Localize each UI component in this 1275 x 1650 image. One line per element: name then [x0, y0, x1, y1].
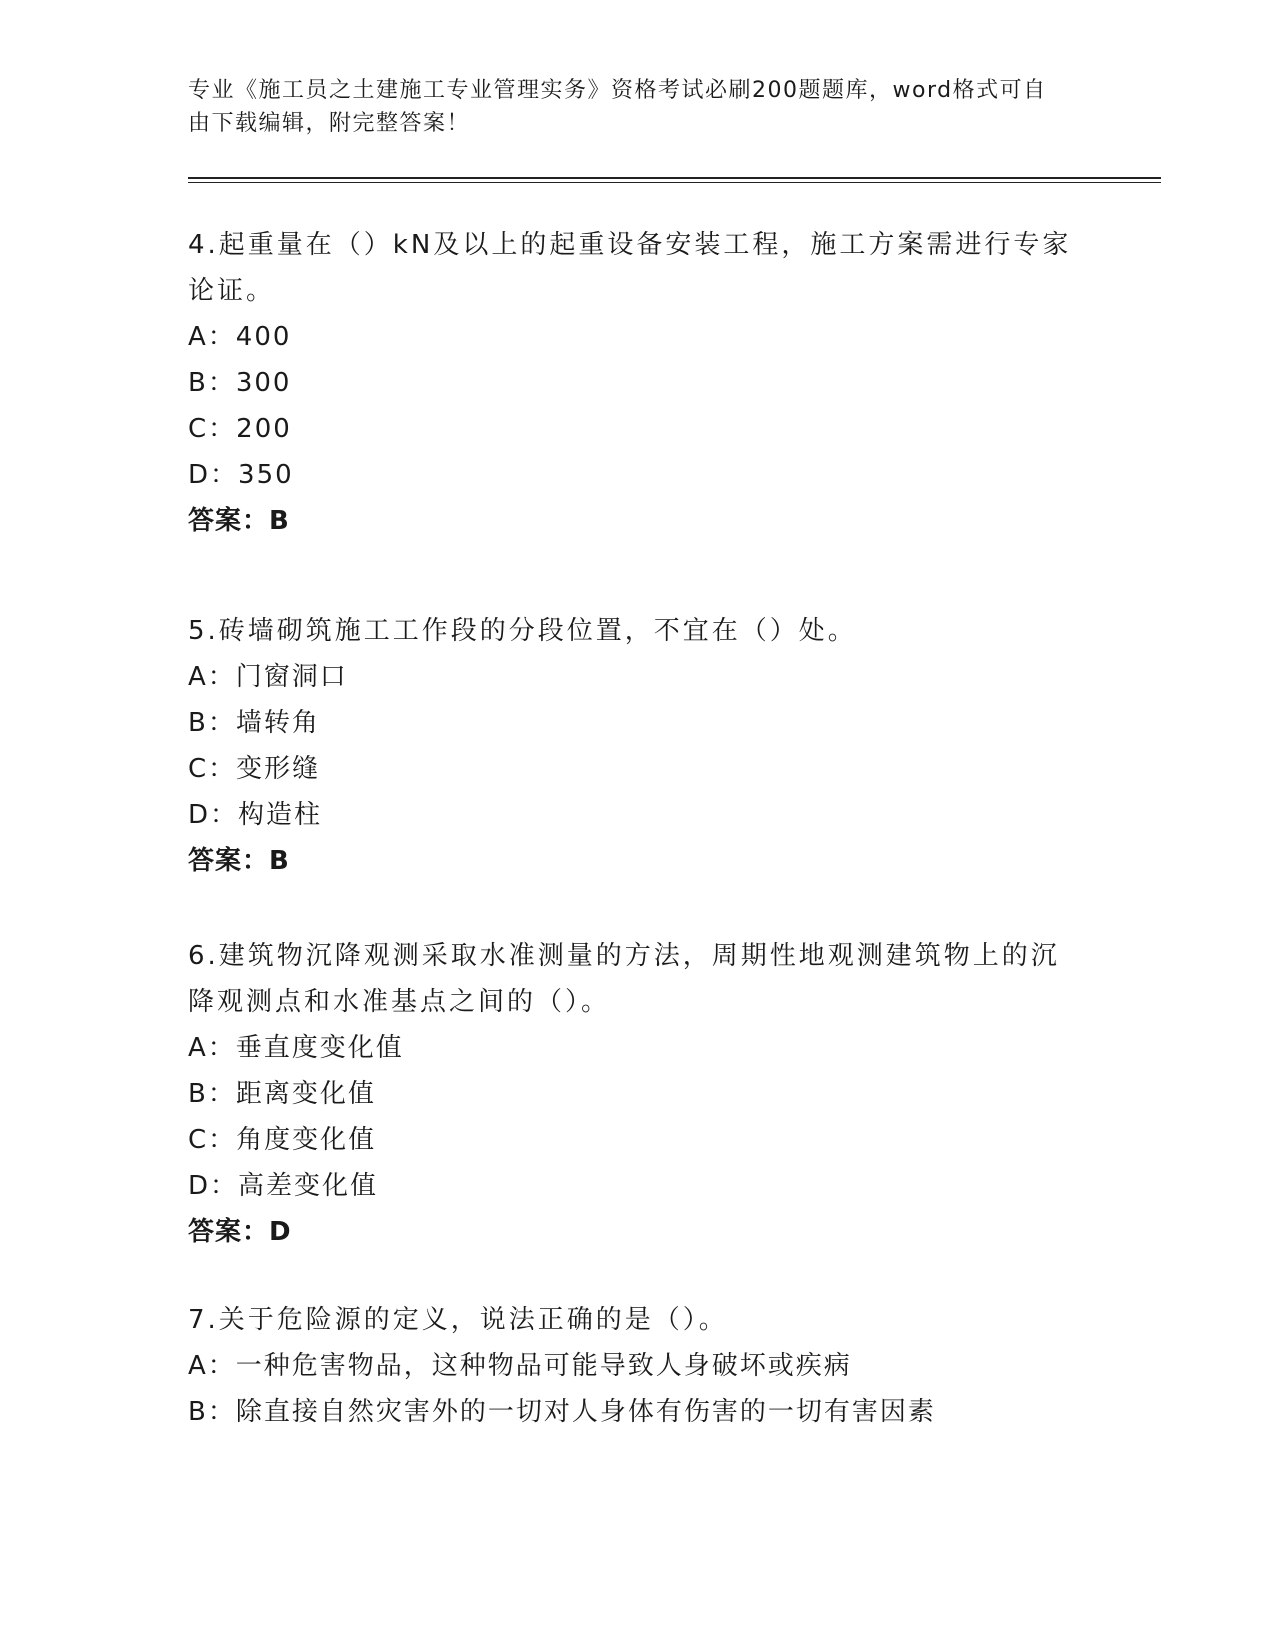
question-stem: 5.砖墙砌筑施工工作段的分段位置，不宜在（）处。 [188, 616, 857, 646]
option-b: B：距离变化值 [188, 1079, 376, 1109]
option-a: A：一种危害物品，这种物品可能导致人身破坏或疾病 [188, 1351, 852, 1381]
option-a: A：400 [188, 322, 292, 352]
option-c: C：变形缝 [188, 754, 321, 784]
option-b: B：墙转角 [188, 708, 320, 738]
question-5 [188, 608, 1088, 884]
option-d: D：构造柱 [188, 800, 323, 830]
answer: 答案：B [188, 506, 290, 536]
option-d: D：高差变化值 [188, 1171, 379, 1201]
question-stem: 7.关于危险源的定义，说法正确的是（）。 [188, 1305, 728, 1335]
document-intro: 专业《施工员之土建施工专业管理实务》资格考试必刷200题题库，word格式可自由下载编辑，附完整答案！ [188, 78, 1047, 136]
header-divider [188, 177, 1161, 179]
question-7 [188, 1297, 1088, 1435]
option-a: A：门窗洞口 [188, 662, 348, 692]
option-d: D：350 [188, 460, 294, 490]
question-6 [188, 933, 1088, 1255]
option-c: C：角度变化值 [188, 1125, 377, 1155]
option-c: C：200 [188, 414, 292, 444]
option-a: A：垂直度变化值 [188, 1033, 404, 1063]
answer: 答案：B [188, 846, 290, 876]
option-b: B：300 [188, 368, 292, 398]
answer: 答案：D [188, 1217, 292, 1247]
question-4 [188, 222, 1088, 544]
question-stem: 4.起重量在（）kN及以上的起重设备安装工程，施工方案需进行专家论证。 [188, 230, 1072, 306]
question-stem: 6.建筑物沉降观测采取水准测量的方法，周期性地观测建筑物上的沉降观测点和水准基点之间的（）。 [188, 941, 1060, 1017]
option-b: B：除直接自然灾害外的一切对人身体有伤害的一切有害因素 [188, 1397, 936, 1427]
header-divider-thin [188, 182, 1161, 183]
